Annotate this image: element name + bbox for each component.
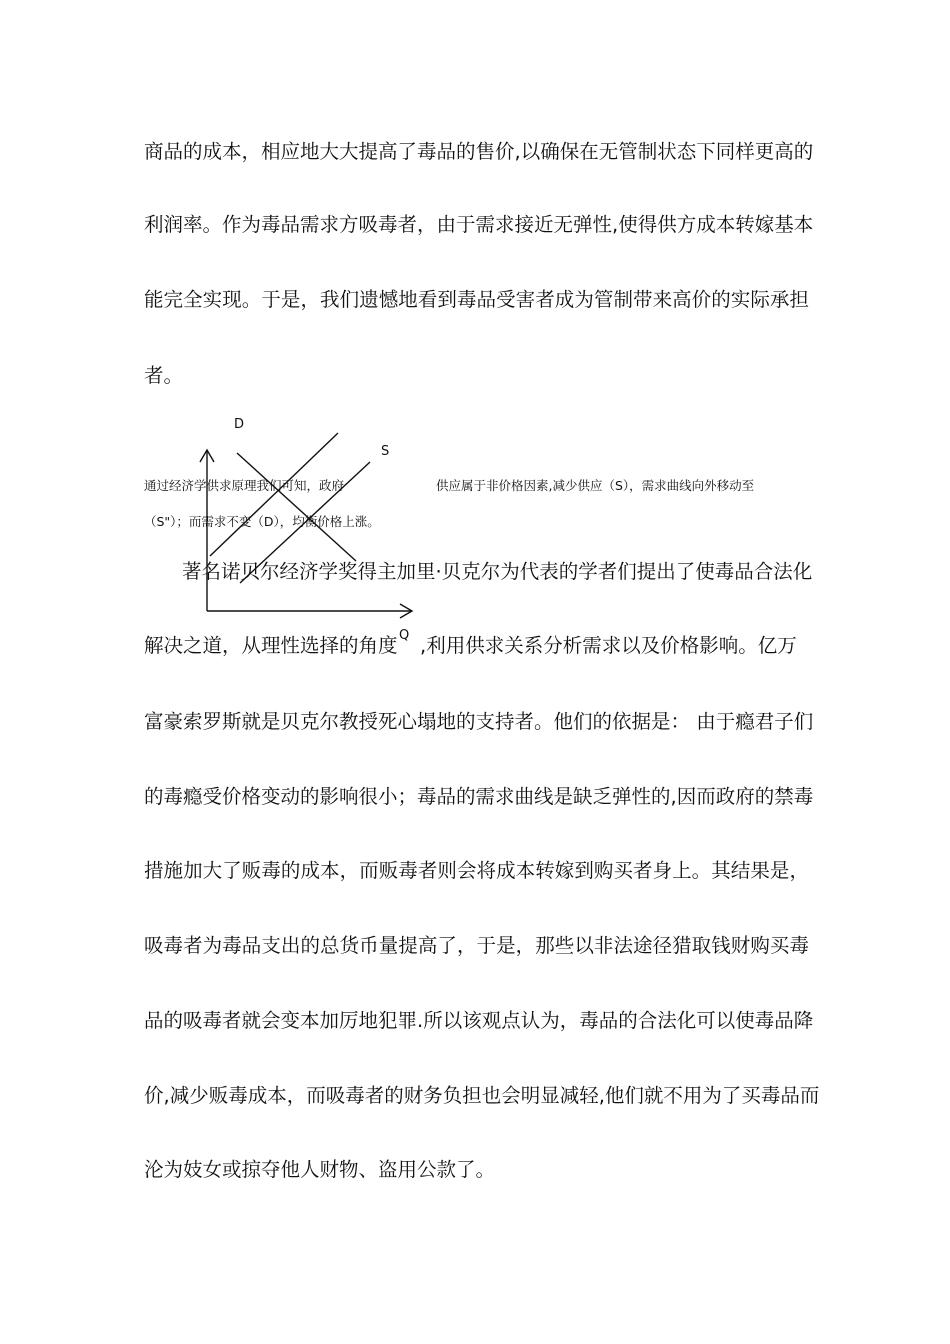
paragraph-line-tail: ,利用供求关系分析需求以及价格影响。亿万 bbox=[420, 634, 797, 657]
paragraph-line: 著名诺贝尔经济学奖得主加里·贝克尔为代表的学者们提出了使毒品合法化 bbox=[182, 560, 813, 583]
paragraph-line: 者。 bbox=[144, 364, 184, 387]
figure-caption-line2: （S"）；而需求不变（D），均衡价格上涨。 bbox=[144, 514, 380, 529]
quantity-label: Q bbox=[399, 628, 410, 643]
paragraph-line: 能完全实现。于是，我们遗憾地看到毒品受害者成为管制带来高价的实际承担 bbox=[144, 288, 809, 311]
demand-curve bbox=[237, 453, 356, 561]
demand-label: D bbox=[234, 417, 245, 432]
paragraph-line: 品的吸毒者就会变本加厉地犯罪.所以该观点认为，毒品的合法化可以使毒品降 bbox=[144, 1009, 814, 1032]
paragraph-line: 吸毒者为毒品支出的总货币量提高了，于是，那些以非法途径猎取钱财购买毒 bbox=[144, 934, 809, 957]
figure-caption-right: 供应属于非价格因素,减少供应（S），需求曲线向外移动至 bbox=[436, 478, 755, 493]
paragraph-line: 富豪索罗斯就是贝克尔教授死心塌地的支持者。他们的依据是： 由于瘾君子们 bbox=[144, 710, 814, 733]
paragraph-line: 利润率。作为毒品需求方吸毒者，由于需求接近无弹性,使得供方成本转嫁基本 bbox=[144, 213, 814, 236]
paragraph-line: 价,减少贩毒成本，而吸毒者的财务负担也会明显减轻,他们就不用为了买毒品而 bbox=[144, 1084, 820, 1107]
paragraph-line: 沦为妓女或掠夺他人财物、盗用公款了。 bbox=[144, 1158, 496, 1181]
paragraph-line: 的毒瘾受价格变动的影响很小；毒品的需求曲线是缺乏弹性的,因而政府的禁毒 bbox=[144, 785, 814, 808]
figure-caption-left: 通过经济学供求原理我们可知，政府 bbox=[144, 478, 345, 493]
paragraph-line: 措施加大了贩毒的成本，而贩毒者则会将成本转嫁到购买者身上。其结果是， bbox=[144, 859, 809, 882]
supply-label: S bbox=[381, 444, 390, 459]
paragraph-line: 解决之道，从理性选择的角度 bbox=[144, 634, 398, 657]
paragraph-line: 商品的成本，相应地大大提高了毒品的售价,以确保在无管制状态下同样更高的 bbox=[144, 140, 814, 163]
